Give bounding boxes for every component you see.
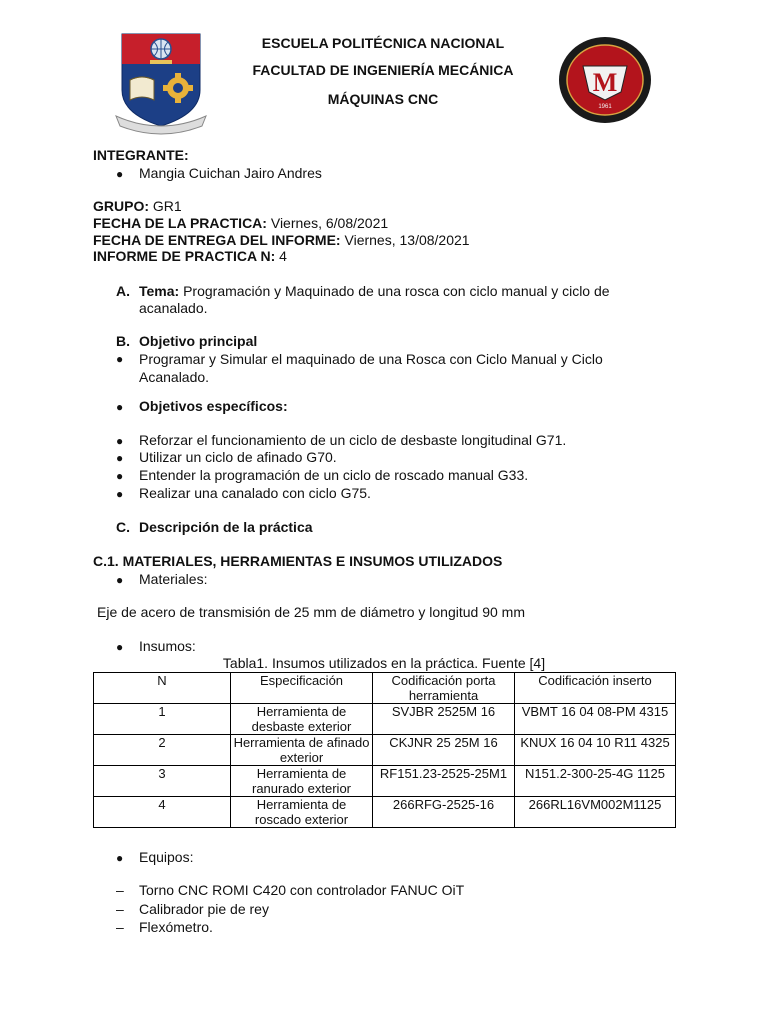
bullet-icon: ● (116, 352, 124, 366)
fecha-practica-value: Viernes, 6/08/2021 (266, 215, 389, 231)
table-cell: VBMT 16 04 08-PM 4315 (515, 704, 676, 735)
table-cell: 266RFG-2525-16 (373, 797, 515, 828)
materiales-text: Eje de acero de transmisión de 25 mm de diámetro y longitud 90 mm (97, 604, 525, 620)
table-cell: N151.2-300-25-4G 1125 (515, 766, 676, 797)
integrante-name: Mangia Cuichan Jairo Andres (139, 165, 322, 181)
table-row (94, 704, 676, 735)
informe-value: 4 (275, 248, 287, 264)
informe-line (93, 248, 287, 264)
grupo-label: GRUPO: (93, 198, 149, 214)
insumos-label: Insumos: (139, 638, 196, 654)
materiales-label: Materiales: (139, 571, 208, 587)
table-cell: Herramienta de afinado exterior (231, 735, 373, 766)
table-row (94, 766, 676, 797)
header-cell: Especificación (231, 673, 373, 704)
insumos-table (93, 672, 676, 828)
seal-year: 1961 (598, 104, 612, 110)
specific-objective-item: Reforzar el funcionamiento de un ciclo de desbaste longitudinal G71. (139, 432, 567, 448)
integrante-label: INTEGRANTE: (93, 147, 189, 163)
specific-objective-item: Entender la programación de un ciclo de roscado manual G33. (139, 467, 529, 483)
table-caption: Tabla1. Insumos utilizados en la práctica. Fuente [4] (222, 655, 546, 671)
table-cell: 3 (94, 766, 231, 797)
objective-main-line2: Acanalado. (139, 369, 210, 385)
grupo-line (93, 198, 182, 214)
table-cell: Herramienta de desbaste exterior (231, 704, 373, 735)
header-cell: N (94, 673, 231, 704)
section-c-letter: C. (116, 519, 130, 535)
tema-text: Programación y Maquinado de una rosca con ciclo manual y ciclo de (179, 283, 610, 299)
bullet-icon: ● (116, 451, 124, 465)
dash-icon: – (116, 901, 124, 917)
objective-main-line1: Programar y Simular el maquinado de una Rosca con Ciclo Manual y Ciclo (139, 351, 603, 367)
section-a-letter: A. (116, 283, 130, 299)
table-cell: 4 (94, 797, 231, 828)
bullet-icon: ● (116, 640, 124, 654)
tema-label: Tema: (139, 283, 180, 299)
fecha-entrega-value: Viernes, 13/08/2021 (340, 232, 470, 248)
bullet-icon: ● (116, 167, 124, 181)
c1-title: C.1. MATERIALES, HERRAMIENTAS E INSUMOS UTILIZADOS (93, 553, 503, 569)
grupo-value: GR1 (149, 198, 182, 214)
table-header-row (94, 673, 676, 704)
bullet-icon: ● (116, 469, 124, 483)
section-a-line1 (139, 283, 679, 299)
header-cell: Codificación inserto (515, 673, 676, 704)
fecha-practica-label: FECHA DE LA PRACTICA: (93, 215, 267, 231)
specific-objective-item: Realizar una canalado con ciclo G75. (139, 485, 371, 501)
specific-objectives-title: Objetivos específicos: (139, 398, 288, 414)
table-cell: CKJNR 25 25M 16 (373, 735, 515, 766)
informe-label: INFORME DE PRACTICA N: (93, 248, 276, 264)
fecha-practica-line (93, 215, 388, 231)
faculty-name: FACULTAD DE INGENIERÍA MECÁNICA (252, 62, 514, 78)
bullet-icon: ● (116, 851, 124, 865)
equipos-label: Equipos: (139, 849, 194, 865)
equipo-item: Flexómetro. (139, 919, 213, 935)
bullet-icon: ● (116, 434, 124, 448)
institution-name: ESCUELA POLITÉCNICA NACIONAL (261, 35, 505, 51)
bullet-icon: ● (116, 487, 124, 501)
tema-text-cont: acanalado. (139, 300, 208, 316)
fecha-entrega-line (93, 232, 470, 248)
table-cell: 1 (94, 704, 231, 735)
table-cell: Herramienta de roscado exterior (231, 797, 373, 828)
course-name: MÁQUINAS CNC (327, 91, 439, 107)
bullet-icon: ● (116, 573, 124, 587)
section-c-title: Descripción de la práctica (139, 519, 313, 535)
dash-icon: – (116, 919, 124, 935)
table-row (94, 797, 676, 828)
section-b-letter: B. (116, 333, 130, 349)
table-row (94, 735, 676, 766)
seal-letter: M (592, 68, 618, 97)
table-cell: SVJBR 2525M 16 (373, 704, 515, 735)
header-cell: Codificación porta herramienta (373, 673, 515, 704)
dash-icon: – (116, 882, 124, 898)
equipo-item: Calibrador pie de rey (139, 901, 269, 917)
table-cell: Herramienta de ranurado exterior (231, 766, 373, 797)
specific-objective-item: Utilizar un ciclo de afinado G70. (139, 449, 337, 465)
equipo-item: Torno CNC ROMI C420 con controlador FANUC OiT (139, 882, 465, 898)
table-cell: KNUX 16 04 10 R11 4325 (515, 735, 676, 766)
table-cell: RF151.23-2525-25M1 (373, 766, 515, 797)
table-cell: 266RL16VM002M1125 (515, 797, 676, 828)
fim-seal-logo (557, 36, 653, 124)
epn-logo (112, 30, 210, 138)
table-cell: 2 (94, 735, 231, 766)
fecha-entrega-label: FECHA DE ENTREGA DEL INFORME: (93, 232, 341, 248)
bullet-icon: ● (116, 400, 124, 414)
section-b-title: Objetivo principal (139, 333, 258, 349)
